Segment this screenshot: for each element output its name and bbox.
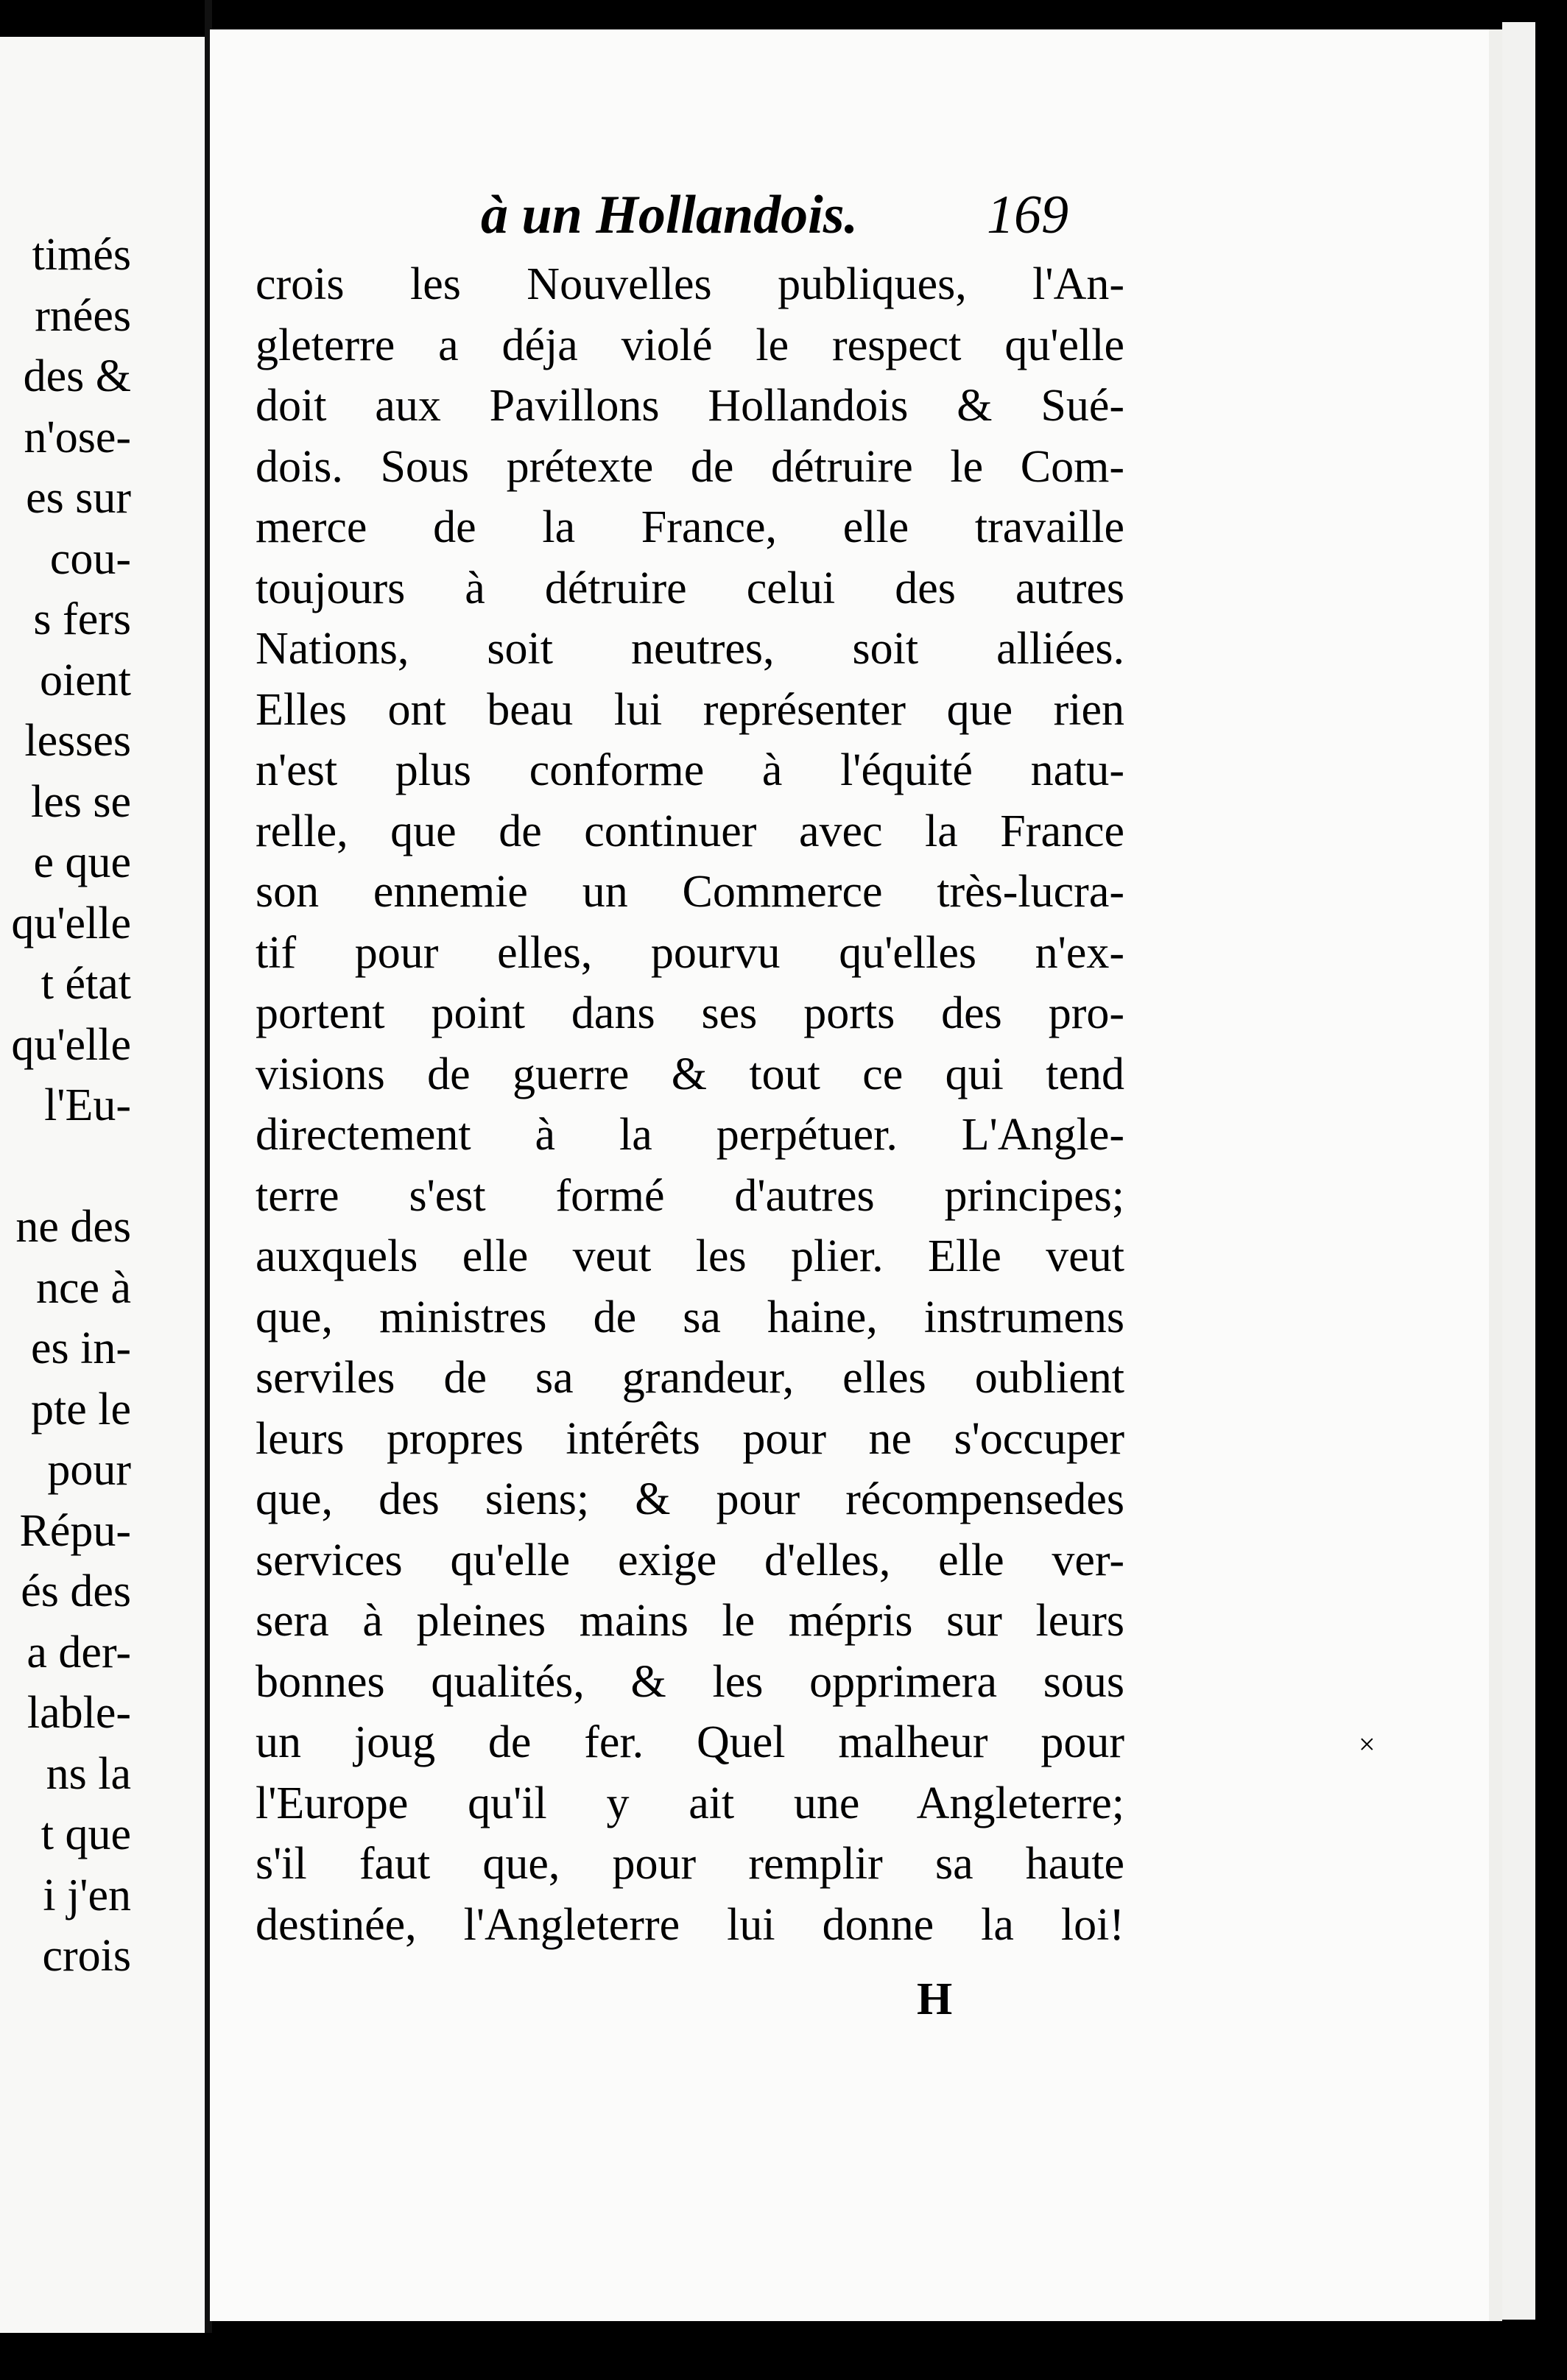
text-line: directement à la perpétuer. L'Angle- (256, 1110, 1124, 1160)
left-page-line: cou- (49, 533, 131, 584)
text-line: doit aux Pavillons Hollandois & Sué- (256, 381, 1124, 431)
left-page-line: s fers (33, 594, 131, 644)
text-line: auxquels elle veut les plier. Elle veut (256, 1231, 1124, 1281)
left-page-line: es sur (26, 473, 131, 523)
left-page-line: t que (41, 1809, 131, 1859)
left-page-line: des & (23, 351, 131, 401)
left-page-line: a der- (27, 1627, 131, 1677)
text-line: un joug de fer. Quel malheur pour (256, 1717, 1124, 1767)
left-page-line: les se (30, 776, 131, 827)
left-page-line: crois (42, 1931, 131, 1981)
running-title: à un Hollandois. (481, 185, 859, 245)
left-page-line: qu'elle (11, 1019, 131, 1070)
left-page-line: lesses (24, 716, 131, 766)
left-page-line: ne des (15, 1202, 131, 1252)
text-line: que, ministres de sa haine, instrumens (256, 1292, 1124, 1342)
left-page-line (11, 1136, 131, 1197)
left-page-line: rnées (35, 290, 131, 341)
left-page-line: qu'elle (11, 898, 131, 948)
text-line: leurs propres intérêts pour ne s'occuper (256, 1413, 1124, 1464)
text-line: Elles ont beau lui représenter que rien (256, 684, 1124, 735)
text-line: tif pour elles, pourvu qu'elles n'ex- (256, 927, 1124, 978)
text-line: services qu'elle exige d'elles, elle ver- (256, 1535, 1124, 1585)
right-page (210, 29, 1502, 2321)
text-line: terre s'est formé d'autres principes; (256, 1170, 1124, 1221)
left-page-line: lable- (27, 1688, 131, 1738)
left-page-line: Répu- (19, 1505, 131, 1556)
left-page-line: l'Eu- (44, 1080, 131, 1130)
page-number: 169 (987, 185, 1068, 245)
text-line: destinée, l'Angleterre lui donne la loi! (256, 1899, 1124, 1950)
text-line: son ennemie un Commerce très-lucra- (256, 867, 1124, 917)
page-edge (1502, 22, 1535, 2320)
left-page-line: i j'en (43, 1870, 131, 1920)
text-line: bonnes qualités, & les opprimera sous (256, 1656, 1124, 1707)
left-page-line: pte le (31, 1384, 131, 1434)
text-line: sera à pleines mains le mépris sur leurs (256, 1596, 1124, 1646)
left-page-line: n'ose- (24, 412, 131, 462)
text-line: l'Europe qu'il y ait une Angleterre; (256, 1778, 1124, 1828)
left-page-line: pour (47, 1445, 131, 1495)
text-line: relle, que de continuer avec la France (256, 806, 1124, 856)
text-line: dois. Sous prétexte de détruire le Com- (256, 441, 1124, 492)
text-line: visions de guerre & tout ce qui tend (256, 1049, 1124, 1099)
margin-mark: × (1359, 1728, 1376, 1761)
body-text (256, 254, 1124, 1955)
text-line: portent point dans ses ports des pro- (256, 988, 1124, 1038)
left-page-line: e que (33, 837, 131, 887)
left-page-line: oient (40, 655, 131, 705)
left-page-line: es in- (30, 1323, 131, 1373)
scan-border (0, 2333, 1567, 2380)
left-facing-page (0, 37, 205, 2333)
left-page-line: és des (21, 1566, 131, 1616)
text-line: serviles de sa grandeur, elles oublient (256, 1353, 1124, 1403)
text-line: que, des siens; & pour récompensedes (256, 1474, 1124, 1524)
left-page-line: timés (32, 230, 131, 280)
left-page-text (11, 225, 131, 1987)
left-page-line: t état (41, 959, 131, 1009)
text-line: n'est plus conforme à l'équité natu- (256, 745, 1124, 795)
left-page-line: ns la (46, 1748, 131, 1799)
text-line: merce de la France, elle travaille (256, 502, 1124, 552)
text-line: Nations, soit neutres, soit alliées. (256, 624, 1124, 674)
signature-mark: H (917, 1974, 953, 2024)
text-line: s'il faut que, pour remplir sa haute (256, 1839, 1124, 1889)
text-line: gleterre a déja violé le respect qu'elle (256, 320, 1124, 370)
page-header (210, 184, 1502, 250)
text-line: toujours à détruire celui des autres (256, 563, 1124, 613)
left-page-line: nce à (35, 1262, 131, 1313)
text-line: crois les Nouvelles publiques, l'An- (256, 259, 1124, 309)
